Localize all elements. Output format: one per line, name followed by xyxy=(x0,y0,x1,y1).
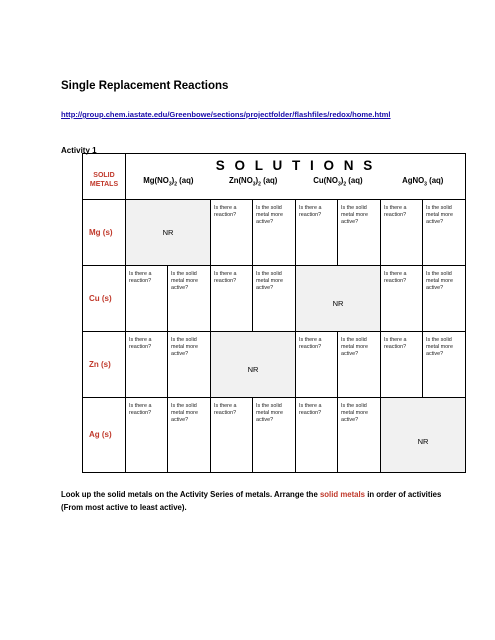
solid-metals-highlight: solid metals xyxy=(319,490,366,499)
page-title: Single Replacement Reactions xyxy=(61,80,229,92)
row-label-mg: Mg (s) xyxy=(83,200,126,266)
reaction-question: Is there a reaction? xyxy=(126,398,168,473)
activity-question: Is the solid metal more active? xyxy=(423,332,466,398)
activity-question: Is the solid metal more active? xyxy=(338,200,381,266)
column-zn-nitrate: $Zn(NO_3)_2$ (aq) xyxy=(228,176,278,188)
activity-question: Is the solid metal more active? xyxy=(253,266,296,332)
row-label-cu: Cu (s) xyxy=(83,266,126,332)
activity-question: Is the solid metal more active? xyxy=(168,266,211,332)
activity-question: Is the solid metal more active? xyxy=(168,332,211,398)
solutions-header xyxy=(126,154,466,200)
reaction-question: Is there a reaction? xyxy=(296,398,338,473)
reaction-question: Is there a reaction? xyxy=(381,266,423,332)
activity-question: Is the solid metal more active? xyxy=(423,266,466,332)
reaction-question: Is there a reaction? xyxy=(211,398,253,473)
reaction-question: Is there a reaction? xyxy=(126,266,168,332)
row-label-zn: Zn (s) xyxy=(83,332,126,398)
reaction-question: Is there a reaction? xyxy=(381,332,423,398)
nr-cell: NR xyxy=(381,398,466,473)
reaction-question: Is there a reaction? xyxy=(126,332,168,398)
instructions: Look up the solid metals on the Activity Series of metals. Arrange the solid metals in order of activities (From most active to least active). xyxy=(61,490,442,512)
nr-cell: NR xyxy=(126,200,211,266)
column-ag-nitrate: AgNO$_3$ (aq) xyxy=(402,176,444,188)
reaction-question: Is there a reaction? xyxy=(211,266,253,332)
nr-cell: NR xyxy=(211,332,296,398)
activity-question: Is the solid metal more active? xyxy=(338,398,381,473)
activity-question: Is the solid metal more active? xyxy=(423,200,466,266)
activity-heading: Activity 1 xyxy=(61,146,97,155)
reaction-question: Is there a reaction? xyxy=(381,200,423,266)
activity-question: Is the solid metal more active? xyxy=(253,398,296,473)
solutions-title: S O L U T I O N S xyxy=(215,158,376,173)
activity-question: Is the solid metal more active? xyxy=(253,200,296,266)
column-mg-nitrate: $Mg(NO_3)_2$ (aq) xyxy=(143,176,194,188)
nr-cell: NR xyxy=(296,266,381,332)
reaction-question: Is there a reaction? xyxy=(296,332,338,398)
activity-question: Is the solid metal more active? xyxy=(168,398,211,473)
reaction-question: Is there a reaction? xyxy=(211,200,253,266)
solutions-table xyxy=(82,153,466,473)
column-cu-nitrate: $Cu(NO_3)_2$ (aq) xyxy=(313,176,363,188)
row-label-ag: Ag (s) xyxy=(83,398,126,473)
activity-question: Is the solid metal more active? xyxy=(338,332,381,398)
reference-link[interactable]: http://group.chem.iastate.edu/Greenbowe/sections/projectfolder/flashfiles/redox/home.html xyxy=(61,110,391,119)
reaction-question: Is there a reaction? xyxy=(296,200,338,266)
solid-metals-header: SOLID METALS xyxy=(83,154,126,200)
